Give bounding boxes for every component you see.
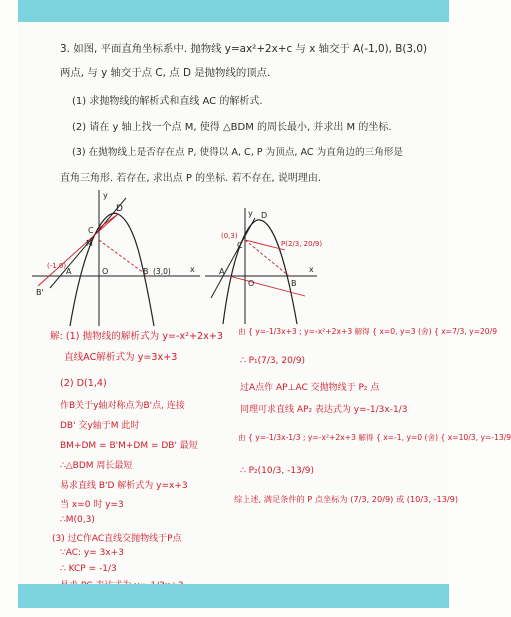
right-label-B: B [291, 279, 297, 288]
left-label-x: x [190, 265, 195, 274]
problem-line-2: 两点, 与 y 轴交于点 C, 点 D 是抛物线的顶点. [60, 67, 271, 79]
left-label-A-coord: (-1,0) [47, 262, 67, 270]
sol-left-12: ∵AC: y= 3x+3 [60, 548, 124, 558]
left-label-A: A [66, 267, 72, 276]
sol-left-13: ∴ KCP = -1/3 [60, 564, 117, 574]
question-2: (2) 请在 y 轴上找一个点 M, 使得 △BDM 的周长最小, 并求出 M 的坐标. [72, 122, 392, 133]
sol-left-1: 解: (1) 抛物线的解析式为 y=-x²+2x+3 [50, 331, 223, 342]
sol-left-11: (3) 过C作AC直线交抛物线于P点 [52, 534, 182, 544]
right-label-C-coord: (0,3) [221, 232, 238, 240]
right-label-P: P(2/3, 20/9) [281, 240, 323, 248]
right-label-C: C [237, 241, 243, 250]
sol-left-5: DB' 交y轴于M 此时 [60, 421, 140, 431]
sol-left-9: 当 x=0 时 y=3 [60, 500, 124, 510]
right-label-D: D [261, 211, 268, 220]
left-parabola [70, 213, 154, 326]
right-label-y: y [248, 209, 253, 218]
left-label-y: y [103, 191, 108, 200]
right-label-A: A [219, 267, 225, 276]
sol-left-3: (2) D(1,4) [60, 378, 107, 389]
top-band [18, 0, 449, 22]
bottom-band [18, 584, 449, 608]
left-label-O: O [102, 267, 109, 276]
left-figure [30, 188, 205, 328]
sol-right-2: ∴ P₁(7/3, 20/9) [240, 356, 306, 366]
problem-line-1: 3. 如图, 平面直角坐标系中. 抛物线 y=ax²+2x+c 与 x 轴交于 A(-1,0), B(3,0) [60, 43, 428, 55]
right-figure [205, 206, 323, 326]
left-label-B: B [143, 267, 149, 276]
sol-left-10: ∴M(0,3) [60, 515, 95, 525]
sol-right-6: ∴ P₂(10/3, -13/9) [240, 466, 315, 476]
sol-right-7: 综上述, 满足条件的 P 点坐标为 (7/3, 20/9) 或 (10/3, -13/9) [234, 494, 459, 504]
sol-left-8: 易求直线 B'D 解析式为 y=x+3 [60, 481, 188, 491]
left-label-Bprime: B' [36, 288, 44, 297]
right-label-x: x [309, 265, 314, 274]
sol-right-1: 由 { y=-1/3x+3 ; y=-x²+2x+3 解得 { x=0, y=3 (舍) { x=7/3, y=20/9 [238, 327, 498, 336]
sol-right-5: 由 { y=-1/3x-1/3 ; y=-x²+2x+3 解得 { x=-1, y=0 (舍) { x=10/3, y=-13/9 [238, 433, 511, 442]
sol-left-7: ∴△BDM 周长最短 [60, 461, 133, 471]
sol-right-3: 过A点作 AP⊥AC 交抛物线于 P₂ 点 [240, 383, 380, 393]
question-3-a: (3) 在抛物线上是否存在点 P, 使得以 A, C, P 为顶点, AC 为直角边的三角形是 [72, 147, 404, 158]
left-label-M: M [86, 239, 93, 248]
left-label-D: D [116, 204, 123, 214]
sol-left-2: 直线AC解析式为 y=3x+3 [64, 352, 178, 363]
sol-left-4: 作B关于y轴对称点为B'点, 连接 [60, 401, 185, 411]
question-3-b: 直角三角形. 若存在, 求出点 P 的坐标. 若不存在, 说明理由. [60, 173, 321, 184]
right-label-O: O [248, 279, 255, 288]
sol-left-6: BM+DM = B'M+DM = DB' 最短 [60, 441, 198, 451]
sol-right-4: 同理可求直线 AP₂ 表达式为 y=-1/3x-1/3 [240, 405, 408, 415]
left-label-B-coord: (3,0) [153, 267, 171, 276]
left-line-cd [99, 214, 118, 228]
left-label-C: C [88, 226, 94, 235]
question-1: (1) 求抛物线的解析式和直线 AC 的解析式. [72, 96, 263, 107]
